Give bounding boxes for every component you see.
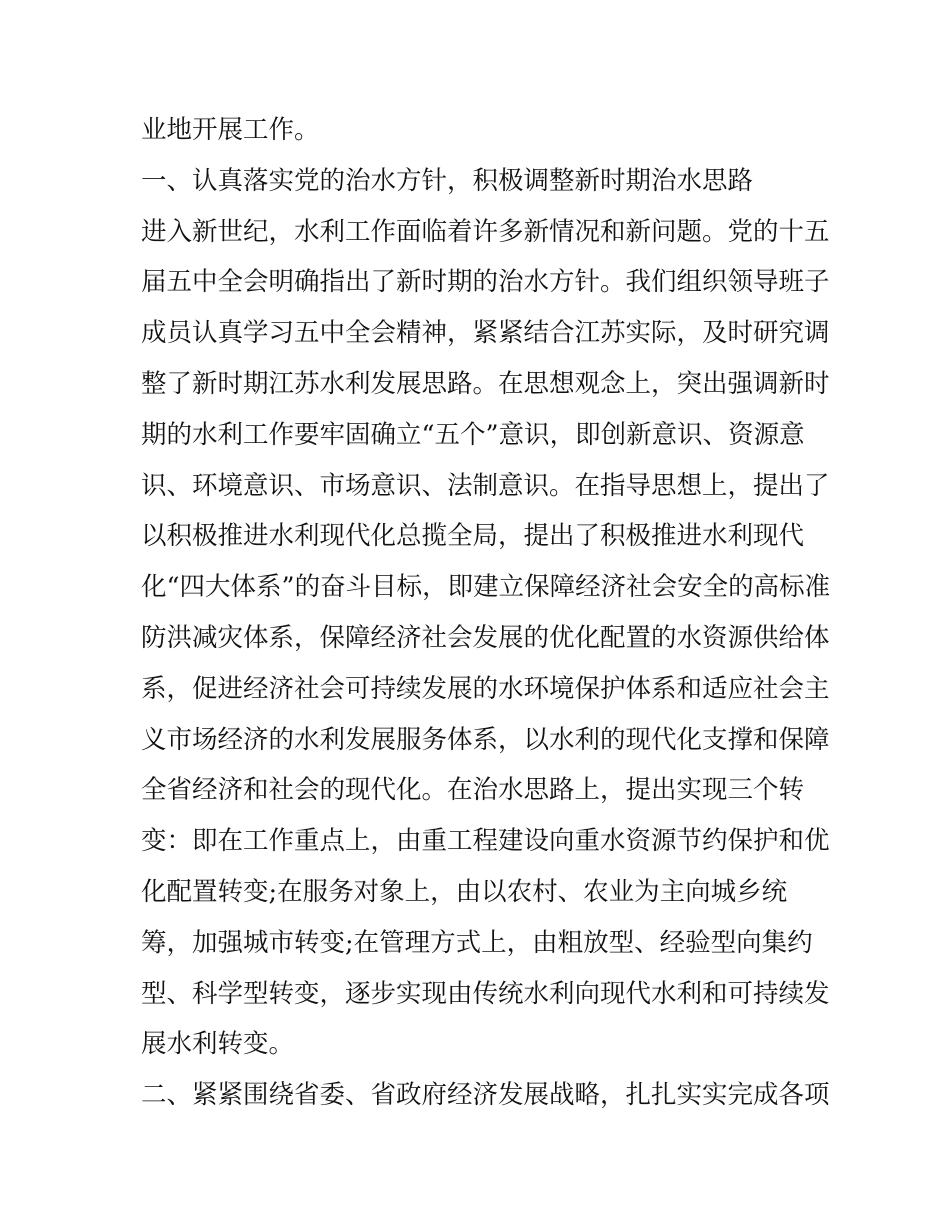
text-line: 识、环境意识、市场意识、法制意识。在指导思想上，提出了 — [141, 471, 830, 501]
section-heading: 二、紧紧围绕省委、省政府经济发展战略，扎扎实实完成各项 — [141, 1080, 830, 1110]
text-line: 进入新世纪，水利工作面临着许多新情况和新问题。党的十五 — [141, 217, 830, 247]
section-heading: 一、认真落实党的治水方针，积极调整新时期治水思路 — [141, 166, 754, 196]
text-line: 展水利转变。 — [141, 1029, 295, 1059]
text-line: 义市场经济的水利发展服务体系，以水利的现代化支撑和保障 — [141, 725, 830, 755]
text-line: 化“四大体系”的奋斗目标，即建立保障经济社会安全的高标准 — [141, 572, 831, 602]
text-line: 化配置转变;在服务对象上，由以农村、农业为主向城乡统 — [141, 877, 788, 907]
text-line: 期的水利工作要牢固确立“五个”意识，即创新意识、资源意 — [141, 420, 805, 450]
text-line: 以积极推进水利现代化总揽全局，提出了积极推进水利现代 — [141, 521, 805, 551]
text-line: 型、科学型转变，逐步实现由传统水利向现代水利和可持续发 — [141, 979, 830, 1009]
text-line: 届五中全会明确指出了新时期的治水方针。我们组织领导班子 — [141, 267, 830, 297]
text-line: 整了新时期江苏水利发展思路。在思想观念上，突出强调新时 — [141, 369, 830, 399]
text-line: 防洪减灾体系，保障经济社会发展的优化配置的水资源供给体 — [141, 623, 830, 653]
text-line: 全省经济和社会的现代化。在治水思路上，提出实现三个转 — [141, 775, 805, 805]
text-line: 筹，加强城市转变;在管理方式上，由粗放型、经验型向集约 — [141, 928, 813, 958]
text-line: 成员认真学习五中全会精神，紧紧结合江苏实际，及时研究调 — [141, 318, 830, 348]
text-line: 变：即在工作重点上，由重工程建设向重水资源节约保护和优 — [141, 826, 830, 856]
text-line: 业地开展工作。 — [141, 115, 320, 145]
text-line: 系，促进经济社会可持续发展的水环境保护体系和适应社会主 — [141, 674, 830, 704]
